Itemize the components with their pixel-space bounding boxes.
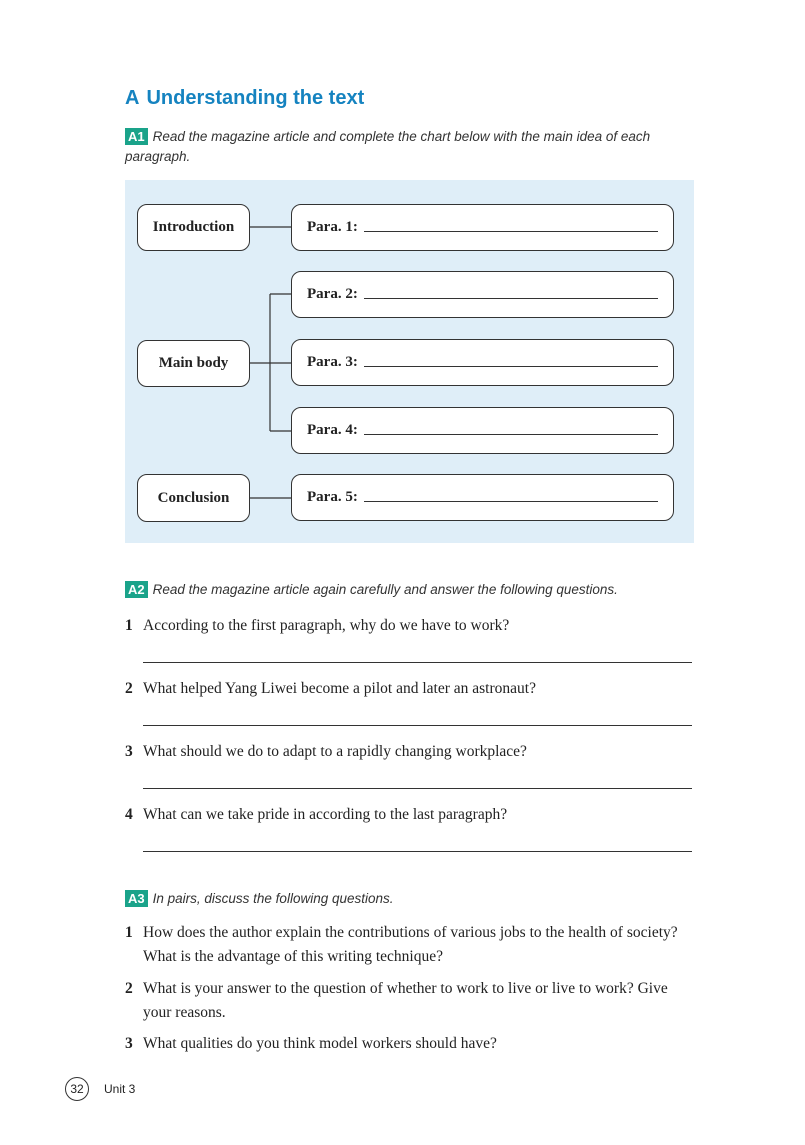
para-label: Para. 2: (307, 286, 358, 302)
section-heading: Understanding the text (146, 87, 365, 109)
task-a2-instruction (125, 580, 685, 600)
task-a1-text: Read the magazine article and complete the chart below with the main idea of each paragraph. (125, 129, 651, 164)
para-4-answer[interactable] (364, 434, 658, 435)
para-5-answer[interactable] (364, 501, 658, 502)
para-1-box (291, 204, 674, 251)
para-5-box (291, 474, 674, 521)
task-a1-instruction (125, 127, 685, 167)
task-a2-badge: A2 (125, 581, 148, 598)
a3-question-1: 1 How does the author explain the contributions of various jobs to the health of society? What is the advantage of this writing technique? (125, 924, 678, 965)
para-label: Para. 4: (307, 422, 358, 438)
task-a3-text: In pairs, discuss the following questions. (152, 891, 394, 906)
para-1-answer[interactable] (364, 231, 658, 232)
para-2-box (291, 271, 674, 318)
section-title (125, 87, 364, 110)
para-label: Para. 3: (307, 354, 358, 370)
task-a3-badge: A3 (125, 890, 148, 907)
para-2-answer[interactable] (364, 298, 658, 299)
para-label: Para. 1: (307, 219, 358, 235)
para-3-answer[interactable] (364, 366, 658, 367)
box-introduction: Introduction (137, 204, 250, 251)
a2-answer-line-4[interactable] (143, 851, 692, 852)
page-number: 32 (65, 1077, 89, 1101)
a2-answer-line-2[interactable] (143, 725, 692, 726)
paragraph-chart (125, 180, 694, 543)
para-label: Para. 5: (307, 489, 358, 505)
a2-question-4: 4 What can we take pride in according to the last paragraph? (125, 806, 508, 823)
a2-question-2: 2 What helped Yang Liwei become a pilot and later an astronaut? (125, 680, 536, 697)
a3-question-3: 3 What qualities do you think model workers should have? (125, 1035, 497, 1052)
unit-label: Unit 3 (104, 1082, 136, 1096)
task-a1-badge: A1 (125, 128, 148, 145)
box-main-body: Main body (137, 340, 250, 387)
a2-question-3: 3 What should we do to adapt to a rapidly changing workplace? (125, 743, 527, 760)
a2-answer-line-1[interactable] (143, 662, 692, 663)
para-4-box (291, 407, 674, 454)
box-conclusion: Conclusion (137, 474, 250, 522)
section-letter: A (125, 87, 140, 109)
a2-answer-line-3[interactable] (143, 788, 692, 789)
a3-question-2: 2 What is your answer to the question of whether to work to live or live to work? Give your reasons. (125, 980, 668, 1021)
a2-question-1: 1 According to the first paragraph, why do we have to work? (125, 617, 510, 634)
task-a3-instruction (125, 889, 685, 909)
task-a2-text: Read the magazine article again carefully and answer the following questions. (152, 582, 618, 597)
para-3-box (291, 339, 674, 386)
